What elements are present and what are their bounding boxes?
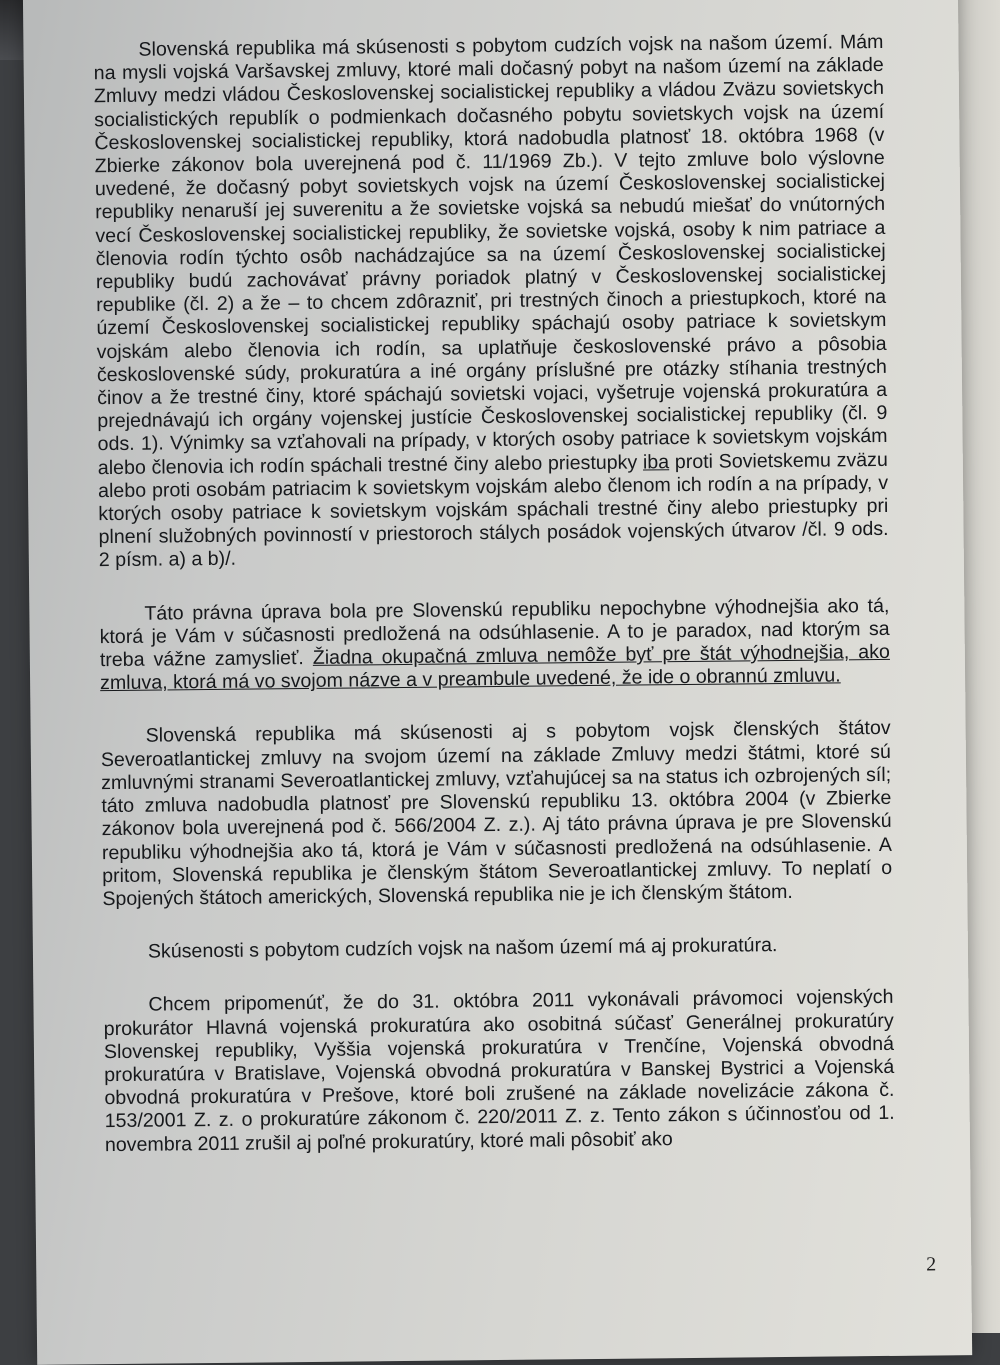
paragraph-3: Slovenská republika má skúsenosti aj s pobytom vojsk členských štátov Severoatlantickej zmluvy na svojom území na základe Zmluvy medzi štátmi, ktoré sú zmluvnými stranami Severoatlantickej zmluvy, vzťahujúcej sa na status ich ozbrojených síl; táto zmluva nadobudla platnosť pre Slovenskú republiku 13. októbra 2004 (v Zbierke zákonov bola uverejnená pod č. 566/2004 Z. z.). Aj táto právna úprava je pre Slovenskú republiku výhodnejšia ako tá, ktorá je Vám v súčasnosti predložená na odsúhlasenie. A pritom, Slovenská republika je členským štátom Severoatlantickej zmluvy. To neplatí o Spojených štátoch amerických, Slovenská republika nie je ich členským štátom.	[100, 717, 893, 911]
paragraph-2	[99, 595, 890, 696]
document-body	[93, 31, 895, 1157]
paragraph-1-text-after: proti Sovietskemu zväzu alebo proti osobám patriacim k sovietskym vojskám alebo členom ich rodín a na prípady, v ktorých osoby patriace k sovietskym vojskám spáchali trestné činy alebo priestupky pri plnení služobných povinností v priestoroch stálych posádok vojenských útvarov /čl. 9 ods. 2 písm. a) a b)/.	[97, 448, 889, 572]
paragraph-1-text: Slovenská republika má skúsenosti s pobytom cudzích vojsk na našom území. Mám na mysli vojská Varšavskej zmluvy, ktoré mali dočasný pobyt na našom území na základe Zmluvy medzi vládou Československej socialistickej republiky a vládou Zväzu sovietskych socialistických republík o podmienkach dočasného pobytu sovietskych vojsk na území Československej socialistickej republiky, ktorá nadobudla platnosť 18. októbra 1968 (v Zbierke zákonov bola uverejnená pod č. 11/1969 Zb.). V tejto zmluve bolo výslovne uvedené, že dočasný pobyt sovietskych vojsk na území Československej socialistickej republiky nenaruší jej suverenitu a že sovietske vojská sa nebudú miešať do vnútorných vecí Československej socialistickej republiky, že sovietske vojská, osoby k nim patriace a členovia rodín týchto osôb nachádzajúce sa na území Československej socialistickej republiky budú zachovávať právny poriadok platný v Československej socialistickej republike (čl. 2) a že – to chcem zdôrazniť, pri trestných činoch a priestupkoch, ktoré na území Československej socialistickej republiky spáchajú osoby patriace k sovietskym vojskám alebo členovia ich rodín, sa uplatňuje československé právo a pôsobia československé súdy, prokuratúra a iné orgány príslušné pre otázky stíhania trestných činov a že trestné činy, ktoré spáchajú sovietski vojaci, vyšetruje vojenská prokuratúra a prejednávajú ich orgány vojenskej justície Československej socialistickej republiky (čl. 9 ods. 1). Výnimky sa vzťahovali na prípady, v ktorých osoby patriace k sovietskym vojskám alebo členovia ich rodín spáchali trestné činy alebo priestupky	[93, 30, 888, 479]
paragraph-5: Chcem pripomenúť, že do 31. októbra 2011 vykonávali právomoci vojenských prokurátor Hlavná vojenská prokuratúra ako osobitná súčasť Generálnej prokuratúry Slovenskej republiky, Vyššia vojenská prokuratúra v Trenčíne, Vojenská obvodná prokuratúra v Bratislave, Vojenská obvodná prokuratúra v Banskej Bystrici a Vojenská obvodná prokuratúra v Prešove, ktoré boli zrušené na základe novelizácie zákona č. 153/2001 Z. z. o prokuratúre zákonom č. 220/2011 Z. z. Tento zákon s účinnosťou od 1. novembra 2011 zrušil aj poľné prokuratúry, ktoré mali pôsobiť ako	[103, 986, 895, 1156]
paragraph-2-text: Táto právna úprava bola pre Slovenskú republiku nepochybne výhodnejšia ako tá, ktorá je Vám v súčasnosti predložená na odsúhlasenie. A to je paradox, nad ktorým sa treba vážne zamyslieť.	[99, 594, 890, 672]
emphasis-iba: iba	[642, 450, 670, 474]
page-number: 2	[926, 1253, 937, 1276]
paragraph-2-underlined: Žiadna okupačná zmluva nemôže byť pre štát výhodnejšia, ako zmluva, ktorá má vo svojom názve a v preambule uvedené, že ide o obrannú zmluvu.	[100, 640, 890, 695]
paragraph-1	[93, 31, 889, 573]
document-page	[23, 0, 972, 1365]
paragraph-4: Skúsenosti s pobytom cudzích vojsk na našom území má aj prokuratúra.	[147, 934, 778, 963]
